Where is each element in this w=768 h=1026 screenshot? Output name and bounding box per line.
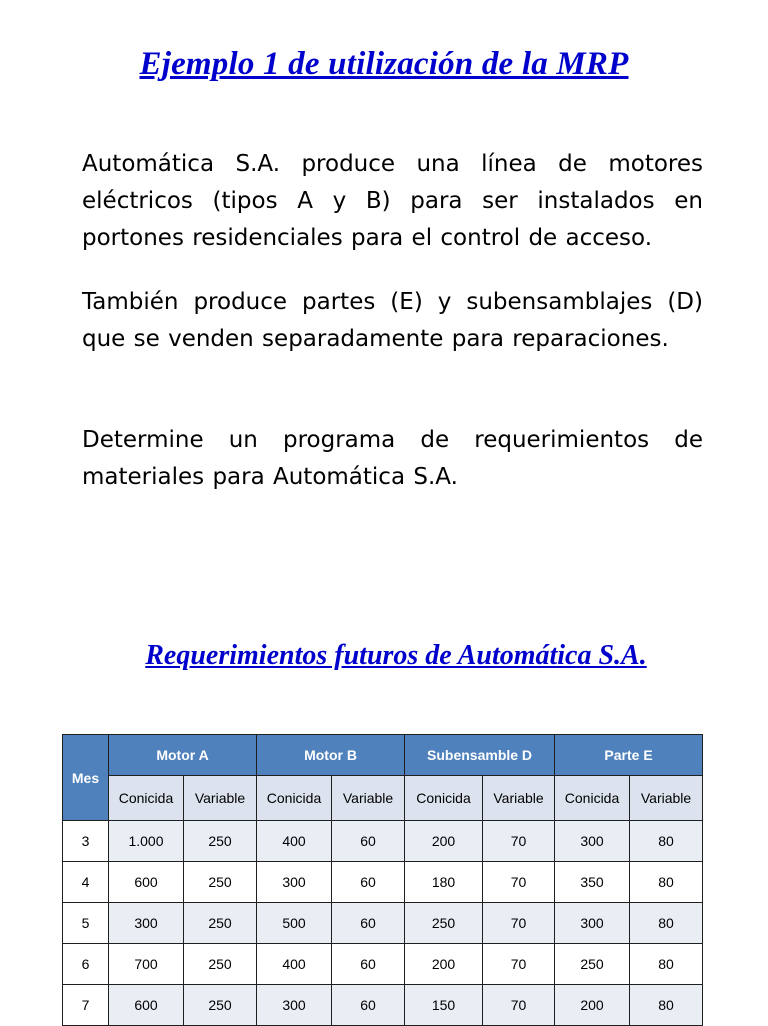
table-cell: 60 bbox=[332, 821, 405, 862]
table-cell: 300 bbox=[257, 862, 332, 903]
table-cell: 80 bbox=[630, 944, 703, 985]
table-cell: 200 bbox=[405, 821, 483, 862]
subheader-cell: Variable bbox=[184, 776, 257, 821]
table-cell: 400 bbox=[257, 944, 332, 985]
table-cell: 60 bbox=[332, 985, 405, 1026]
group-header-motor-b: Motor B bbox=[257, 735, 405, 776]
table-cell: 350 bbox=[555, 862, 630, 903]
table-cell: 80 bbox=[630, 862, 703, 903]
table-cell: 600 bbox=[109, 985, 184, 1026]
table-cell: 7 bbox=[63, 985, 109, 1026]
table-cell: 60 bbox=[332, 944, 405, 985]
subheader-cell: Conicida bbox=[555, 776, 630, 821]
subheader-cell: Conicida bbox=[257, 776, 332, 821]
table-cell: 400 bbox=[257, 821, 332, 862]
intro-paragraph: Automática S.A. produce una línea de motores eléctricos (tipos A y B) para ser instalados en portones residenciales para el control de acceso. bbox=[82, 151, 703, 251]
table-cell: 180 bbox=[405, 862, 483, 903]
table-cell: 70 bbox=[483, 903, 555, 944]
table-cell: 6 bbox=[63, 944, 109, 985]
table-cell: 250 bbox=[555, 944, 630, 985]
table-cell: 300 bbox=[109, 903, 184, 944]
subheader-cell: Variable bbox=[483, 776, 555, 821]
products-paragraph: También produce partes (E) y subensamblajes (D) que se venden separadamente para reparaciones. bbox=[82, 289, 703, 352]
table-cell: 300 bbox=[555, 903, 630, 944]
table-row bbox=[63, 821, 703, 862]
table-cell: 80 bbox=[630, 821, 703, 862]
table-cell: 600 bbox=[109, 862, 184, 903]
table-cell: 5 bbox=[63, 903, 109, 944]
table-cell: 1.000 bbox=[109, 821, 184, 862]
task-paragraph: Determine un programa de requerimientos de materiales para Automática S.A. bbox=[82, 427, 703, 490]
subheader-cell: Conicida bbox=[405, 776, 483, 821]
table-cell: 80 bbox=[630, 903, 703, 944]
table-cell: 200 bbox=[555, 985, 630, 1026]
table-cell: 250 bbox=[405, 903, 483, 944]
table-row bbox=[63, 862, 703, 903]
table-cell: 4 bbox=[63, 862, 109, 903]
table-title: Requerimientos futuros de Automática S.A. bbox=[145, 640, 647, 671]
requirements-table bbox=[62, 734, 703, 1026]
table-cell: 150 bbox=[405, 985, 483, 1026]
table-group-header-row bbox=[63, 735, 703, 776]
table-cell: 300 bbox=[257, 985, 332, 1026]
table-cell: 80 bbox=[630, 985, 703, 1026]
table-cell: 300 bbox=[555, 821, 630, 862]
mes-header: Mes bbox=[63, 735, 109, 821]
table-cell: 250 bbox=[184, 944, 257, 985]
table-cell: 500 bbox=[257, 903, 332, 944]
group-header-parte-e: Parte E bbox=[555, 735, 703, 776]
table-cell: 3 bbox=[63, 821, 109, 862]
table-cell: 250 bbox=[184, 985, 257, 1026]
table-cell: 700 bbox=[109, 944, 184, 985]
page-title: Ejemplo 1 de utilización de la MRP bbox=[139, 46, 629, 82]
table-cell: 250 bbox=[184, 821, 257, 862]
subheader-cell: Variable bbox=[332, 776, 405, 821]
table-cell: 250 bbox=[184, 903, 257, 944]
table-cell: 60 bbox=[332, 862, 405, 903]
group-header-motor-a: Motor A bbox=[109, 735, 257, 776]
table-cell: 70 bbox=[483, 985, 555, 1026]
subheader-cell: Conicida bbox=[109, 776, 184, 821]
subheader-cell: Variable bbox=[630, 776, 703, 821]
table-cell: 70 bbox=[483, 862, 555, 903]
table-cell: 70 bbox=[483, 821, 555, 862]
table-cell: 70 bbox=[483, 944, 555, 985]
table-row bbox=[63, 903, 703, 944]
table-cell: 250 bbox=[184, 862, 257, 903]
table-cell: 60 bbox=[332, 903, 405, 944]
table-row bbox=[63, 985, 703, 1026]
table-subheader-row bbox=[63, 776, 703, 821]
table-row bbox=[63, 944, 703, 985]
group-header-subensamble-d: Subensamble D bbox=[405, 735, 555, 776]
table-cell: 200 bbox=[405, 944, 483, 985]
